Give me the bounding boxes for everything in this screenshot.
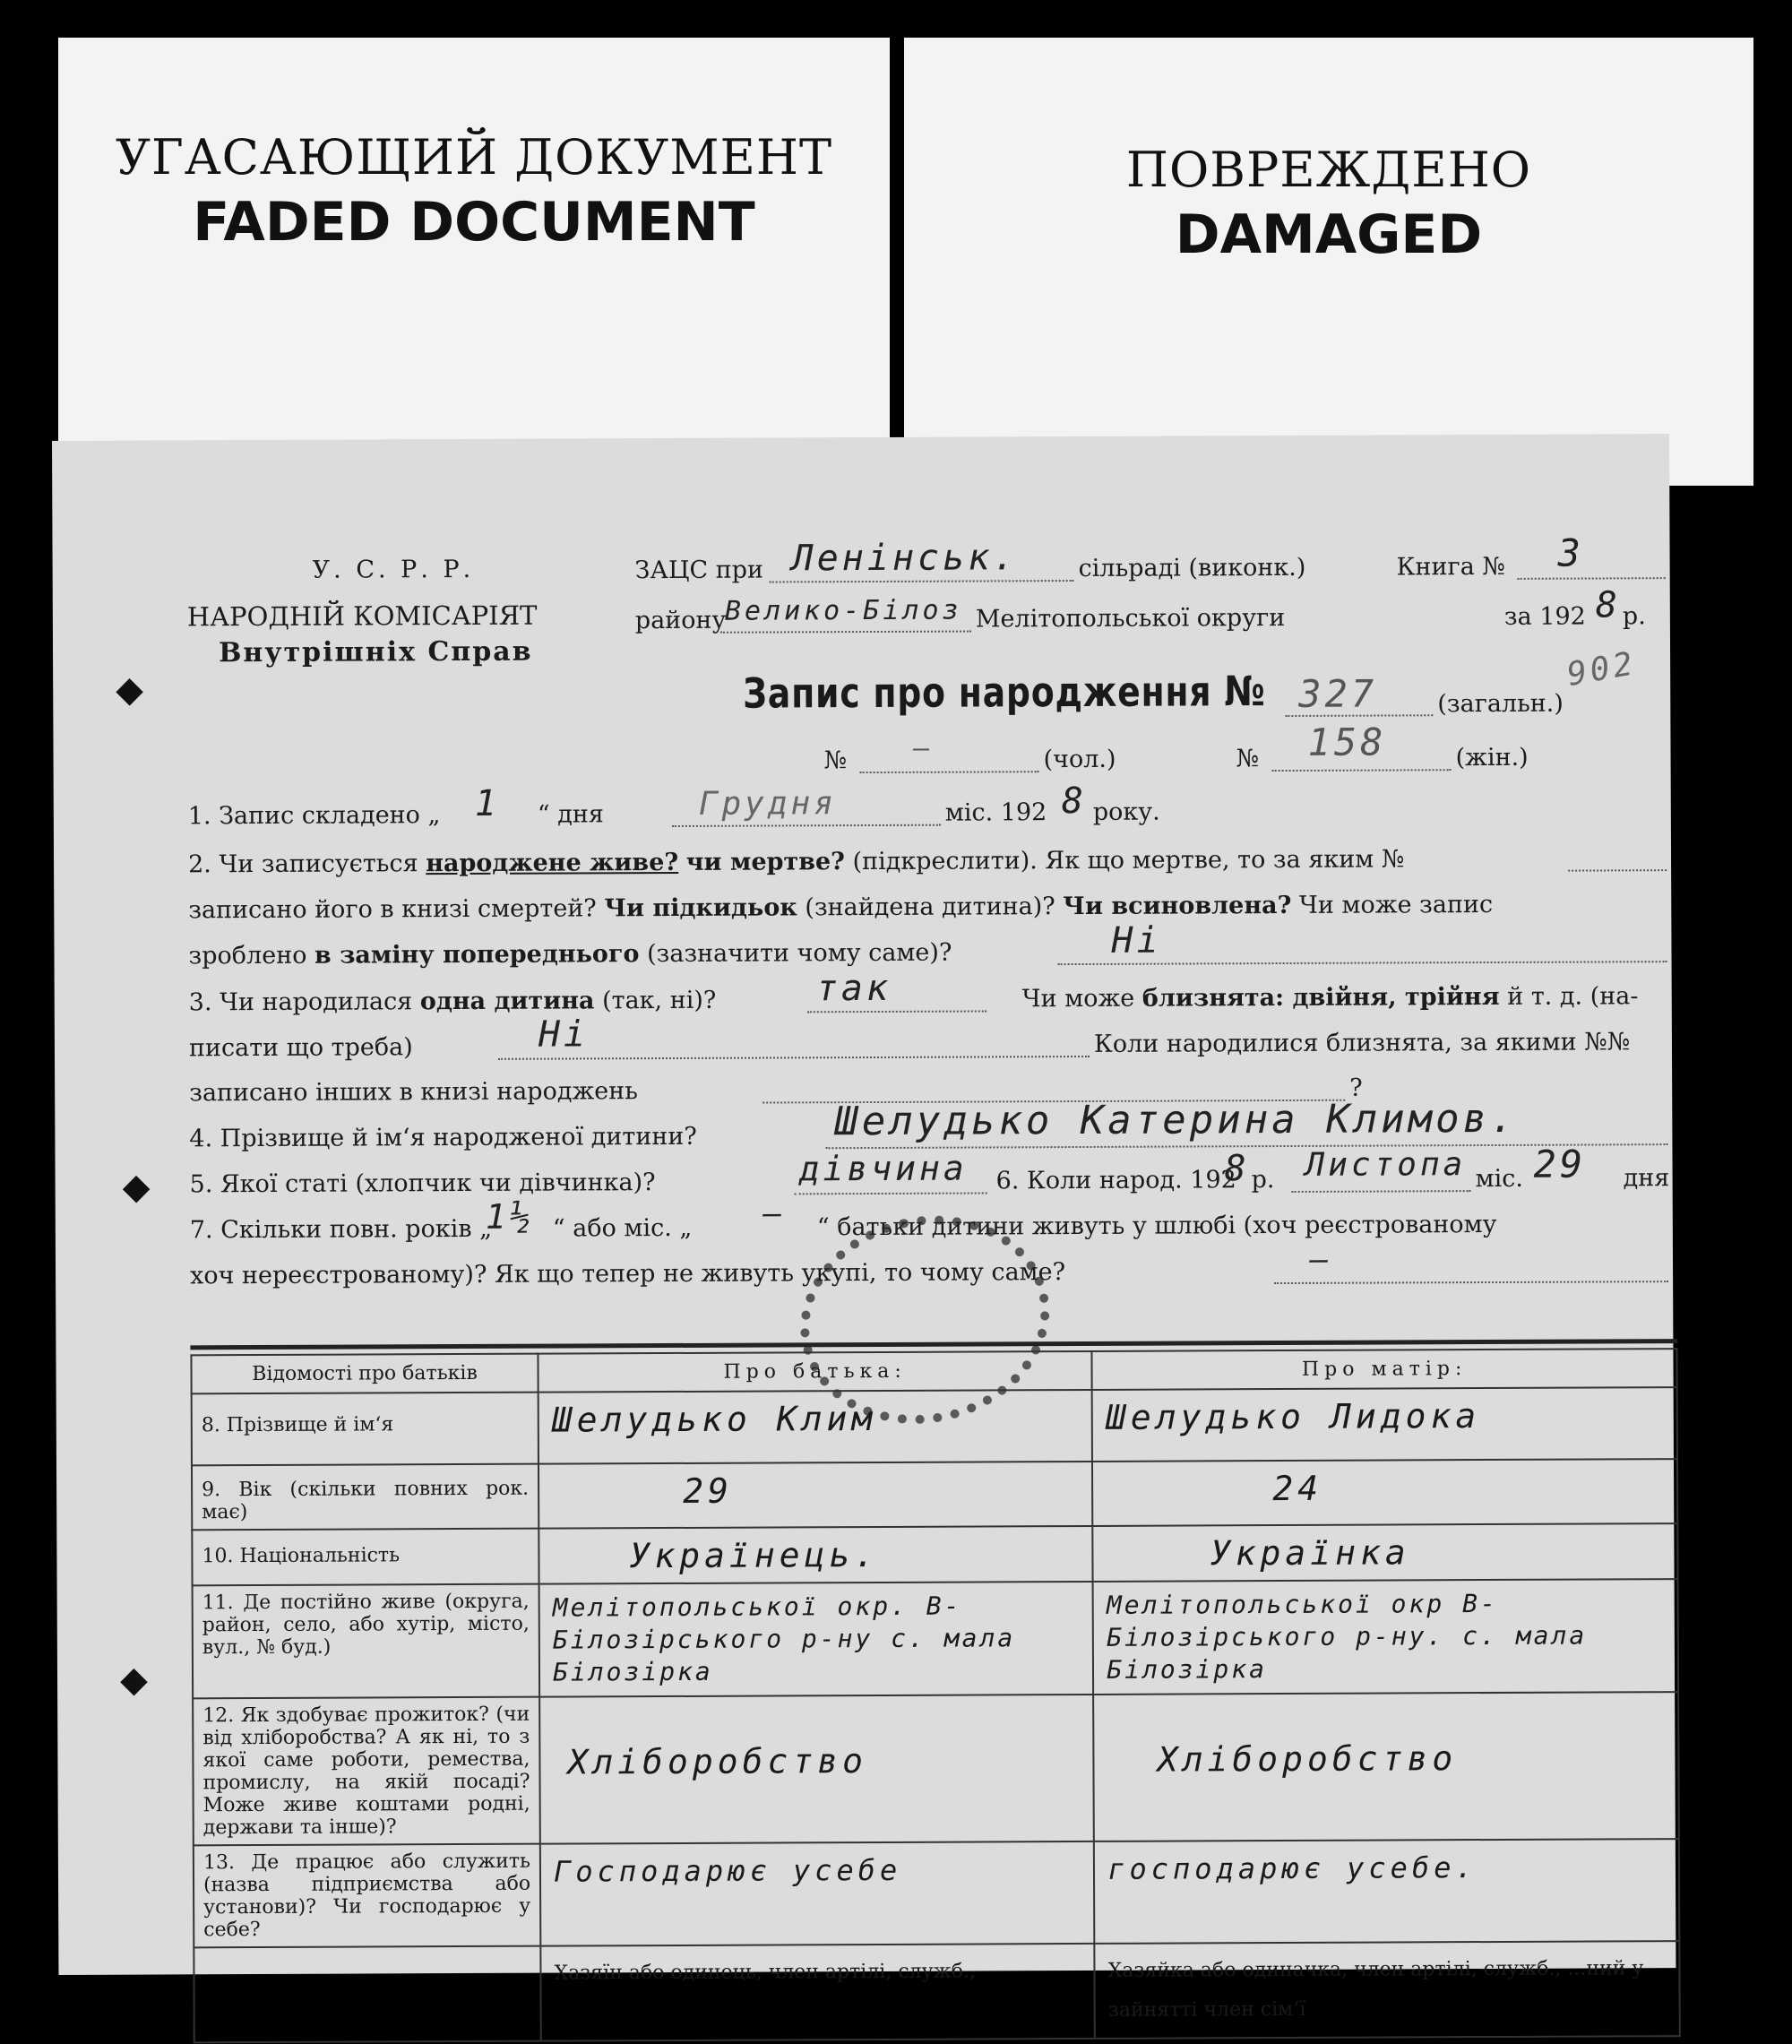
council-label: сільраді (виконк.)	[1078, 553, 1306, 583]
mother-answer: 24	[1092, 1459, 1677, 1526]
q7-years: 1½	[485, 1196, 534, 1237]
q7-line2: хоч нереєстрованому)? Як що тепер не живуть укупі, то чому саме?	[189, 1258, 1066, 1290]
q1-day: 1	[474, 782, 500, 824]
ministry-heading: Внутрішніх Справ	[218, 635, 533, 669]
table-header-row	[191, 1349, 1676, 1393]
year-value: 8	[1595, 584, 1622, 626]
q1-year-suffix: року.	[1092, 798, 1160, 826]
q5-label: 5. Якої статі (хлопчик чи дівчинка)?	[189, 1169, 656, 1199]
q3-line1-right: Чи може близнята: двійня, трійня й т. д. (на-	[1021, 982, 1639, 1013]
table-row	[192, 1387, 1677, 1465]
q4-answer: Шелудько Катерина Климов.	[834, 1095, 1518, 1145]
mother-answer: Українка	[1093, 1523, 1678, 1582]
punch-hole-icon: ◆	[119, 1659, 148, 1701]
female-label: (жін.)	[1455, 743, 1529, 772]
label-left-en: FADED DOCUMENT	[193, 191, 755, 254]
table-row	[192, 1459, 1677, 1530]
row-question: 10. Національність	[192, 1529, 538, 1586]
row-question: 12. Як здобуває прожиток? (чи від хліборобства? А як ні, то з якої саме роботи, ремества, промислу, на якій посаді? Може живе коштами родні, держави та інше)?	[193, 1697, 540, 1846]
q3-line3: записано інших в книзі народжень	[189, 1077, 639, 1108]
year-label: за 192	[1503, 602, 1586, 631]
row-question: 8. Прізвище й ім‘я	[192, 1393, 538, 1466]
record-number-total: 327	[1298, 671, 1378, 716]
table-note-row	[194, 1941, 1679, 2042]
q1-month: Грудня	[698, 785, 837, 823]
year-suffix: р.	[1622, 602, 1646, 631]
q6-label: 6. Коли народ. 192	[995, 1166, 1236, 1195]
ussr-heading: У. С. Р. Р.	[312, 555, 475, 584]
col-info-header: Відомості про батьків	[191, 1354, 538, 1394]
faded-document-label	[58, 38, 890, 486]
district-value: Велико-Білоз	[724, 594, 962, 627]
book-value: 3	[1557, 530, 1584, 575]
q6-year-suffix: р.	[1251, 1166, 1275, 1194]
table-row	[194, 1839, 1679, 1947]
q7-line1-rest: “ батьки дитини живуть у шлюбі (хоч реєстрованому	[816, 1210, 1497, 1242]
q7-label: 7. Скільки повн. років „	[189, 1214, 493, 1245]
male-num-sign: №	[823, 746, 848, 775]
female-num-sign: №	[1236, 745, 1260, 773]
q7-months: —	[762, 1195, 786, 1232]
q3-line2: писати що треба)	[188, 1033, 413, 1063]
q6-day-suffix: дня	[1623, 1164, 1670, 1193]
col-mother-header: Про матір:	[1092, 1349, 1677, 1390]
okrug-label: Мелітопольської округи	[975, 603, 1286, 634]
q1-day-suffix: “ дня	[537, 800, 604, 829]
book-label: Книга №	[1396, 552, 1505, 582]
record-number-male: —	[913, 732, 934, 764]
mother-answer: господарює усебе.	[1094, 1839, 1679, 1944]
q1-label: 1. Запис складено „	[187, 801, 441, 831]
label-left-ru: УГАСАЮЩИЙ ДОКУМЕНТ	[115, 129, 833, 185]
commissariat-heading: НАРОДНІЙ КОМІСАРІЯТ	[186, 599, 538, 633]
q3-answer: так	[815, 967, 892, 1010]
label-right-en: DAMAGED	[1175, 203, 1483, 266]
col-father-header: Про батька:	[538, 1351, 1091, 1393]
father-answer: 29	[538, 1462, 1092, 1529]
label-right-ru: ПОВРЕЖДЕНО	[1125, 142, 1532, 198]
district-label: району	[634, 606, 727, 635]
q2-line1: 2. Чи записується народжене живе? чи мертве? (підкреслити). Як що мертве, то за яким №	[187, 845, 1405, 879]
birth-record-form	[52, 434, 1676, 2022]
q2-line2: записано його в книзі смертей? Чи підкидьок (знайдена дитина)? Чи всиновлена? Чи може запис	[188, 890, 1494, 925]
q3-line1: 3. Чи народилася одна дитина (так, ні)?	[188, 986, 717, 1017]
damaged-label	[904, 38, 1753, 486]
parents-table	[190, 1348, 1680, 2043]
father-answer: Мелітопольської окр. В-Білозірського р-ну с. мала Білозірка	[539, 1582, 1094, 1697]
q1-year: 8	[1061, 780, 1087, 823]
zags-value: Ленінськ.	[791, 537, 1019, 580]
q6-month-suffix: міс.	[1475, 1164, 1524, 1194]
q6-year: 8	[1224, 1148, 1250, 1190]
total-label: (загальн.)	[1437, 689, 1564, 719]
table-row	[192, 1523, 1677, 1585]
q6-day: 29	[1533, 1142, 1587, 1186]
zags-label: ЗАЦС при	[634, 556, 764, 585]
row-question: 11. Де постійно живе (округа, район, село, або хутір, місто, вул., № буд.)	[193, 1584, 540, 1699]
q6-month: Листопа	[1305, 1146, 1467, 1184]
mother-answer: Мелітопольської окр В-Білозірського р-ну. с. мала Білозірка	[1093, 1579, 1678, 1695]
q2-answer: Ні	[1111, 919, 1162, 962]
q3-end: ?	[1349, 1074, 1363, 1102]
father-answer: Хліборобство	[539, 1695, 1094, 1844]
mother-answer: Хліборобство	[1093, 1692, 1678, 1841]
male-label: (чол.)	[1043, 745, 1116, 774]
q2-line3: зроблено в заміну попереднього (зазначити чому саме)?	[188, 938, 952, 970]
q2-dead-option: чи мертве?	[685, 848, 846, 876]
q4-label: 4. Прізвище й ім‘я народженої дитини?	[189, 1122, 697, 1153]
q3-twins-label: Коли народилися близнята, за якими №№	[1093, 1028, 1631, 1058]
father-note: Хазяїн або одинець, член артілі, служб.,	[540, 1944, 1095, 2041]
punch-hole-icon: ◆	[116, 668, 144, 711]
q7-answer: —	[1309, 1241, 1332, 1278]
mother-answer: Шелудько Лидока	[1092, 1387, 1677, 1462]
q1-month-suffix: міс. 192	[944, 798, 1047, 827]
row-question: 9. Вік (скільки повних рок. має)	[192, 1464, 538, 1531]
q5-answer: дівчина	[798, 1148, 968, 1189]
table-row	[193, 1692, 1679, 1845]
q7-months-label: “ або міс. „	[552, 1213, 693, 1243]
q2-live-option: народжене живе?	[426, 848, 679, 878]
record-number-female: 158	[1307, 720, 1387, 764]
mother-note: Хазяйка або одиначка, член артілі, служб., ...ний у зайнятті член сім‘ї	[1095, 1941, 1680, 2039]
father-answer: Господарює усебе	[540, 1841, 1095, 1946]
table-row	[193, 1579, 1679, 1698]
father-answer: Шелудько Клим	[538, 1390, 1093, 1464]
row-question: 13. Де працює або служить (назва підприємства або установи)? Чи господарює у себе?	[194, 1844, 541, 1948]
punch-hole-icon: ◆	[122, 1166, 151, 1208]
record-number-total-alt: 902	[1564, 644, 1640, 694]
q3-answer2: Ні	[538, 1013, 590, 1056]
record-title: Запис про народження №	[743, 667, 1266, 718]
father-answer: Українець.	[538, 1526, 1092, 1584]
